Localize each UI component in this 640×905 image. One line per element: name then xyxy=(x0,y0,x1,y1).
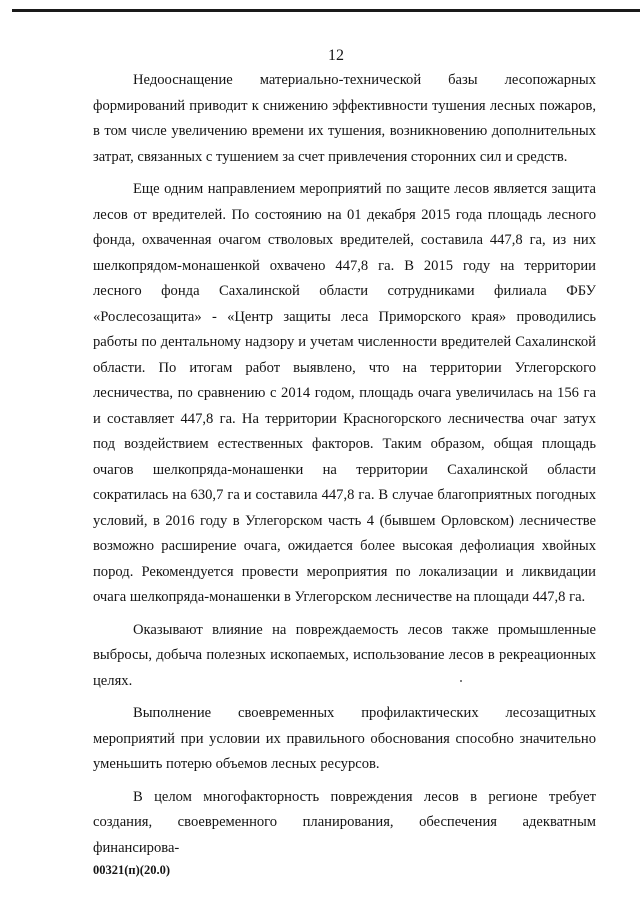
document-body xyxy=(93,68,596,861)
paragraph-industrial-impact: Оказывают влияние на повреждаемость лесов также промышленные выбросы, добыча полезных ископаемых, использование лесов в рекреационных целях. xyxy=(93,621,596,689)
scan-speck xyxy=(460,680,462,682)
top-border-rule xyxy=(12,9,640,12)
paragraph-pest-protection: Еще одним направлением мероприятий по защите лесов является защита лесов от вредителей. По состоянию на 01 декабря 2015 года площадь лесного фонда, охваченная очагом стволовых вредителей, составила 447,8 га, из них шелкопрядом-монашенкой охвачено 447,8 га. В 2015 году на территории лесного фонда Сахалинской области сотрудниками филиала ФБУ «Рослесозащита» - «Центр защиты леса Приморского края» проводились работы по дентальному надзору и учетам численности вредителей Сахалинской области. По итогам работ выявлено, что на территории Углегорского лесничества, по сравнению с 2014 годом, площадь очага увеличилась на 156 га и составляет 447,8 га. На территории Красногорского лесничества очаг затух под воздействием естественных факторов. Таким образом, общая площадь очагов шелкопряда-монашенки на территории Сахалинской области сократилась на 630,7 га и составила 447,8 га. В случае благоприятных погодных условий, в 2016 году в Углегорском часть 4 (бывшем Орловском) лесничестве возможно расширение очага, ожидается более высокая дефолиация хвойных пород. Рекомендуется провести мероприятия по локализации и ликвидации очага шелкопряда-монашенки в Углегорском лесничестве на площади 447,8 га. xyxy=(93,181,596,605)
paragraph-preventive-measures: Выполнение своевременных профилактических лесозащитных мероприятий при условии их правильного обоснования способно значительно уменьшить потерю объемов лесных ресурсов. xyxy=(93,705,596,772)
paragraph-equipment-shortage: Недооснащение материально-технической базы лесопожарных формирований приводит к снижению эффективности тушения лесных пожаров, в том числе увеличению времени их тушения, возникновению дополнительных затрат, связанных с тушением за счет привлечения сторонних сил и средств. xyxy=(93,72,596,165)
document-footer-code: 00321(п)(20.0) xyxy=(93,863,170,877)
paragraph-multifactor-damage: В целом многофакторность повреждения лесов в регионе требует создания, своевременного планирования, обеспечения адекватным финансирова- xyxy=(93,788,596,856)
page-number: 12 xyxy=(328,47,344,64)
